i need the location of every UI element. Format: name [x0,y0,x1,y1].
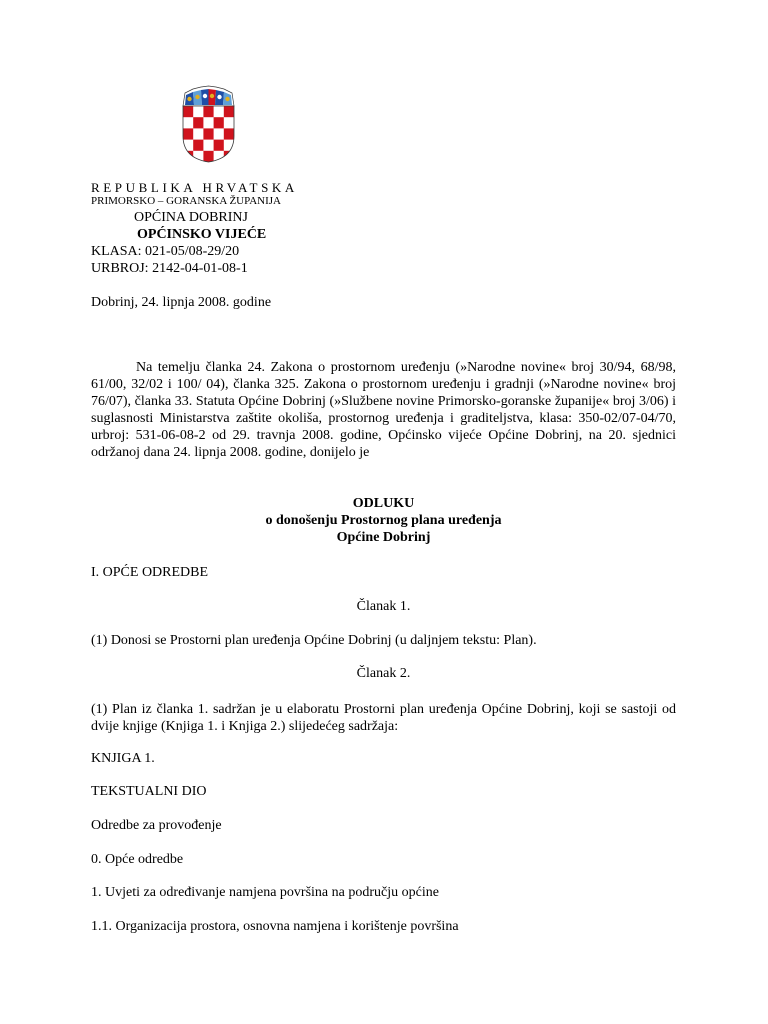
council-heading: OPĆINSKO VIJEĆE [137,227,267,242]
klasa-reference: KLASA: 021-05/08-29/20 [91,244,240,259]
decision-title: ODLUKU [352,496,415,511]
checkerboard-shield [183,106,234,164]
preamble-paragraph: Na temelju članka 24. Zakona o prostornom uređenju (»Narodne novine« broj 30/94, 68/98, 61/00, 32/02 i 100/ 04), članka 325. Zakona o prostornom uređenju i gradnji (»Narodne novine« broj 76/07), članka 33. Statuta Općine Dobrinj (»Službene novine Primorsko-goranske županije« broj 3/06) i suglasnosti Ministarstva zaštite okoliša, prostornog uređenja i graditeljstva, klasa: 350-02/07-04/70, urbroj: 531-06-08-2 od 29. travnja 2008. godine, Općinsko vijeće Općine Dobrinj, na 20. sjednici održanoj dana 24. lipnja 2008. godine, donijelo je [91,360,676,460]
municipality-heading: OPĆINA DOBRINJ [134,210,248,225]
textual-part-heading: TEKSTUALNI DIO [91,784,207,799]
article-1-title: Članak 1. [356,599,411,614]
article-2-title: Članak 2. [356,666,411,681]
list-item: 1. Uvjeti za određivanje namjena površina na području općine [91,885,439,900]
article-1-text: (1) Donosi se Prostorni plan uređenja Općine Dobrinj (u daljnjem tekstu: Plan). [91,633,537,648]
coat-of-arms-icon [177,84,240,164]
general-provisions-item: 0. Opće odredbe [91,852,184,867]
list-item: 1.1. Organizacija prostora, osnovna namjena i korištenje površina [91,919,459,934]
provisions-heading: Odredbe za provođenje [91,818,222,833]
urbroj-reference: URBROJ: 2142-04-01-08-1 [91,261,248,276]
article-2-text: (1) Plan iz članka 1. sadržan je u elaboratu Prostorni plan uređenja Općine Dobrinj, koji se sastoji od dvije knjige (Knjiga 1. i Knjiga 2.) slijedećeg sadržaja: [91,702,676,734]
decision-municipality: Općine Dobrinj [336,530,431,545]
book-1-heading: KNJIGA 1. [91,751,155,766]
decision-subtitle: o donošenju Prostornog plana uređenja [265,513,502,528]
republic-heading: REPUBLIKA HRVATSKA [91,180,298,195]
section-heading: I. OPĆE ODREDBE [91,565,209,580]
crown [183,86,234,106]
county-heading: PRIMORSKO – GORANSKA ŽUPANIJA [91,195,281,207]
document-date: Dobrinj, 24. lipnja 2008. godine [91,295,272,310]
